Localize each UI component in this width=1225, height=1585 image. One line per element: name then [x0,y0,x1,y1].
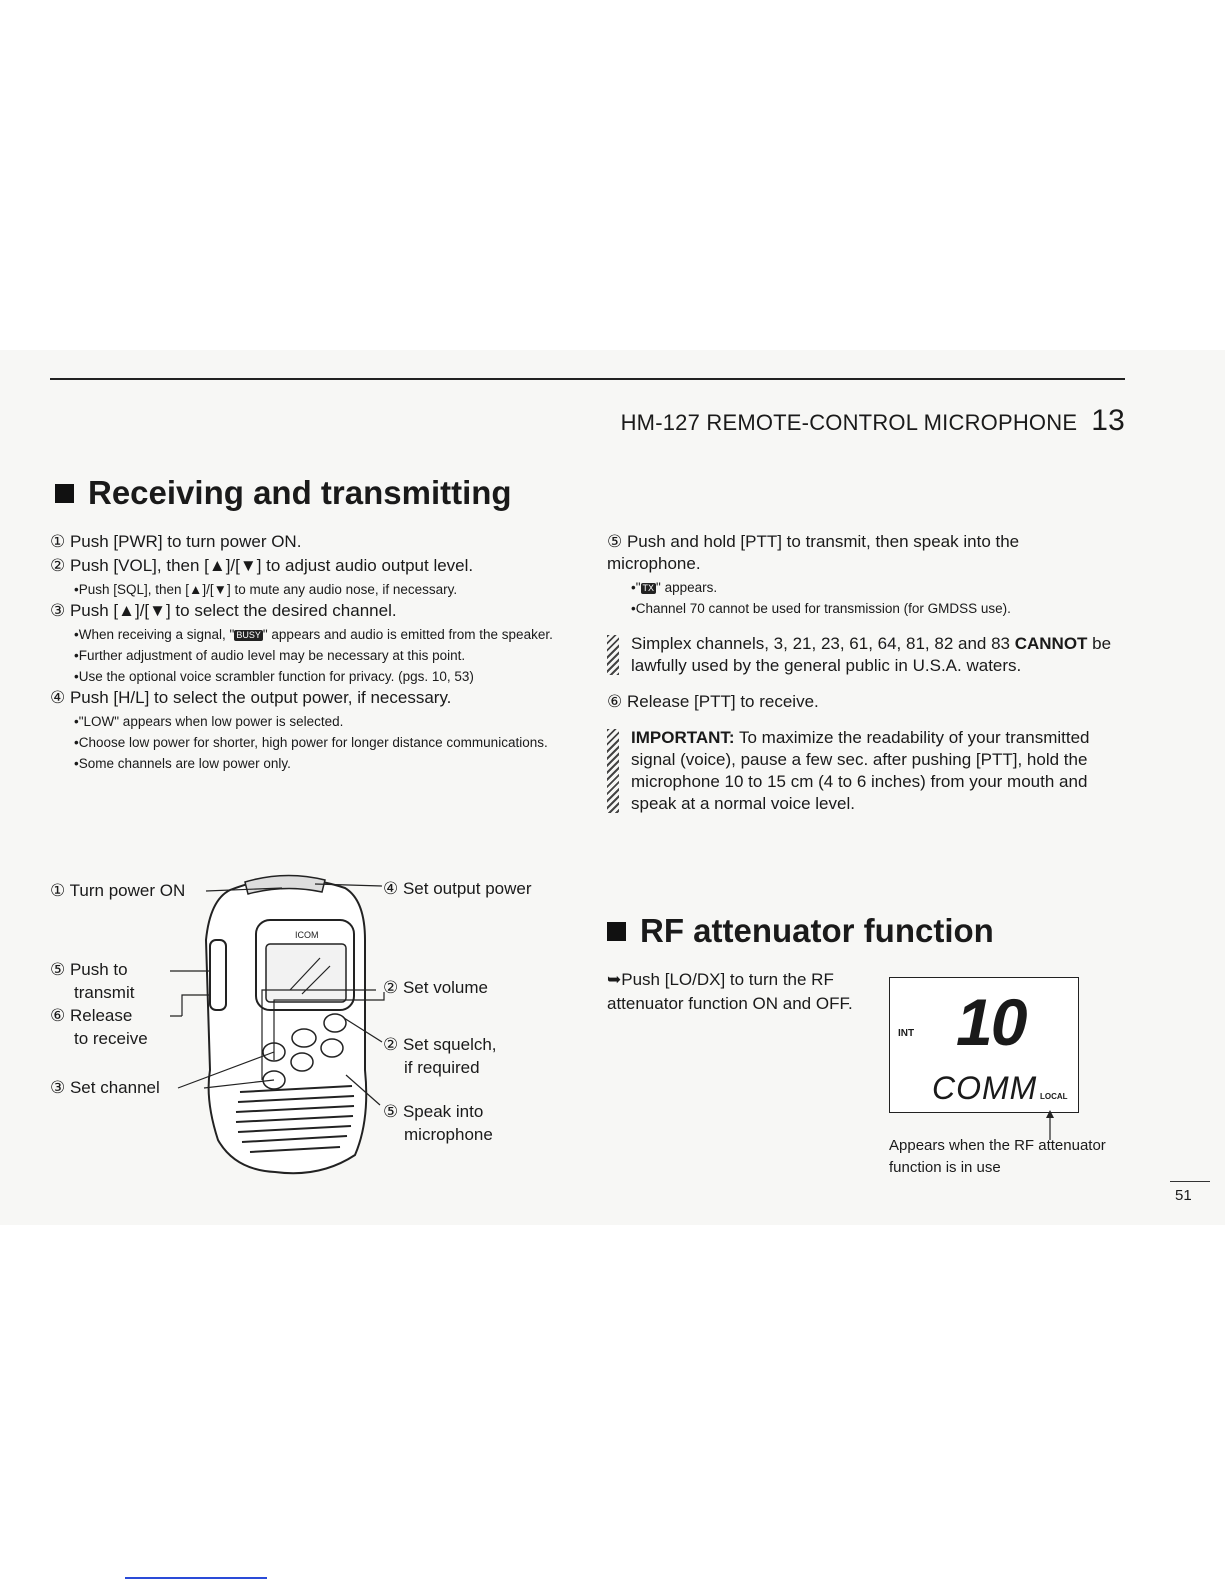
callout-set-output-power: ④ Set output power [383,879,532,898]
note-text: To maximize the readability of your transmitted signal (voice), pause a few sec. after pushing [PTT], hold the microphone 10 to 15 cm (4 to 6 inches) from your mouth and speak at a normal voice level. [631,728,1090,813]
callout-turn-power-on: ① Turn power ON [50,881,186,900]
caution-hatch-icon [607,635,619,675]
step-1: ① Push [PWR] to turn power ON. [50,532,302,551]
step-3: ③ Push [▲]/[▼] to select the desired channel. [50,601,397,620]
step-4-note-1: •"LOW" appears when low power is selected. [74,714,344,729]
section-bullet-icon [607,922,626,941]
callout-push-to-transmit-2: transmit [74,983,135,1002]
left-column-steps [50,531,556,774]
step-5-note-1 [607,577,1117,598]
step-3-note-3: •Use the optional voice scrambler function for privacy. (pgs. 10, 53) [74,669,474,684]
step-4-note-2: •Choose low power for shorter, high power for longer distance communications. [74,735,548,750]
step-2: ② Push [VOL], then [▲]/[▼] to adjust audio output level. [50,556,474,575]
callout-speak: ⑤ Speak into [383,1102,484,1121]
step-3-note-1 [50,624,556,645]
step-4-note-3: •Some channels are low power only. [74,756,291,771]
note-text: •" [631,580,641,595]
note-text: •When receiving a signal, " [74,627,235,642]
step-3-note-2: •Further adjustment of audio level may be necessary at this point. [74,648,466,663]
section-title: RF attenuator function [640,912,994,949]
right-column-steps [607,531,1117,815]
running-header [621,404,1125,438]
note-emphasis: IMPORTANT: [631,728,735,747]
header-rule [50,378,1125,380]
step-5-note-2: •Channel 70 cannot be used for transmission (for GMDSS use). [631,601,1011,616]
lcd-caption: Appears when the RF attenuator function is in use [889,1137,1106,1176]
footer-link-underline[interactable] [125,1577,267,1579]
busy-badge: BUSY [236,629,261,640]
page-number: 51 [1175,1187,1192,1204]
caution-hatch-icon [607,729,619,813]
caution-note-simplex [607,633,1117,677]
lcd-comm-label: COMM [932,1070,1038,1106]
callout-push-to-transmit: ⑤ Push to [50,960,128,979]
section-bullet-icon [55,484,74,503]
mic-brand-label: ICOM [295,930,319,940]
header-title: HM-127 REMOTE-CONTROL MICROPHONE [620,410,1078,435]
step-2-note: •Push [SQL], then [▲]/[▼] to mute any audio nose, if necessary. [74,582,458,597]
step-4: ④ Push [H/L] to select the output power, if necessary. [50,688,452,707]
callout-set-volume: ② Set volume [383,978,489,997]
note-text: Simplex channels, 3, 21, 23, 61, 64, 81, 82 and 83 [631,634,1015,653]
note-text: " appears. [656,580,718,595]
page-number-rule [1170,1181,1210,1182]
rf-instruction: ➥Push [LO/DX] to turn the RF attenuator function ON and OFF. [607,970,853,1013]
callout-set-squelch-2: if required [404,1058,480,1077]
callout-set-squelch: ② Set squelch, [383,1035,497,1054]
lcd-channel-readout: 10 [956,985,1026,1059]
section-title: Receiving and transmitting [88,474,512,511]
callout-release-2: to receive [74,1029,148,1048]
note-text: " appears and audio is emitted from the speaker. [262,627,553,642]
callout-speak-2: microphone [404,1125,493,1144]
callout-release: ⑥ Release [50,1006,133,1025]
lcd-display [889,977,1079,1113]
important-note [607,727,1117,815]
note-text: be lawfully used by the general public in U.S.A. waters. [631,634,1112,675]
section-heading-receiving [55,474,512,512]
callout-set-channel: ③ Set channel [50,1078,160,1097]
chapter-number: 13 [1091,404,1125,437]
tx-badge: TX [642,582,655,593]
microphone-illustration [170,870,400,1180]
section-heading-rf-attenuator [607,912,994,950]
step-5: ⑤ Push and hold [PTT] to transmit, then speak into the microphone. [607,532,1020,573]
step-6: ⑥ Release [PTT] to receive. [607,692,819,711]
note-emphasis: CANNOT [1014,634,1088,653]
lcd-int-label: INT [898,1028,915,1039]
lcd-local-indicator: LOCAL [1040,1092,1068,1101]
